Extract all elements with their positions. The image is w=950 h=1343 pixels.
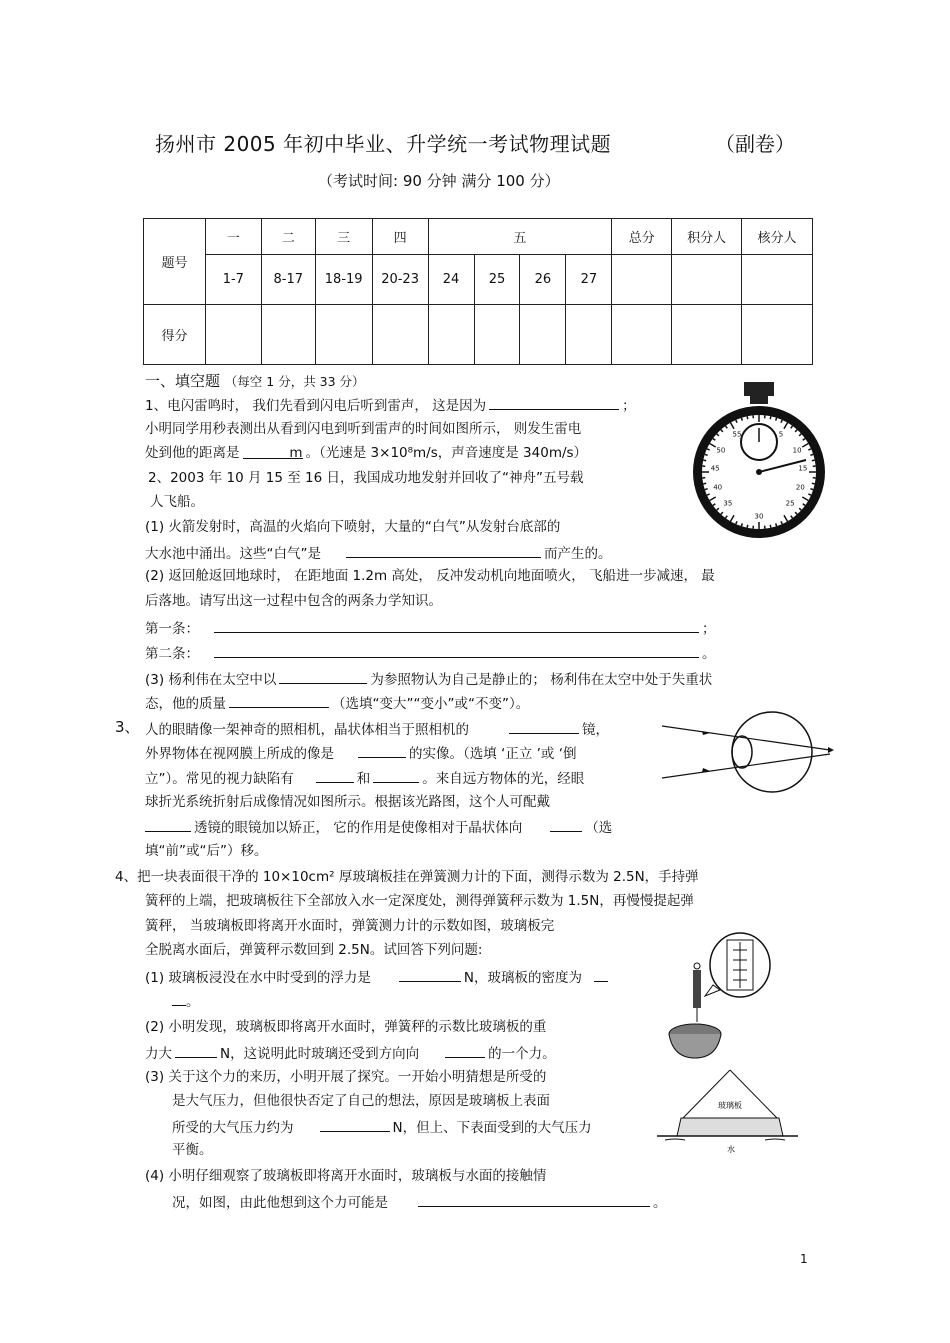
empty-cell (742, 255, 813, 305)
stopwatch-number: 20 (795, 483, 805, 492)
q2-second: 第二条： 。 (145, 643, 716, 663)
eye-ray-diagram (660, 710, 835, 795)
stopwatch-tick (705, 489, 708, 490)
stopwatch-number: 5 (778, 430, 784, 439)
stopwatch-number: 15 (798, 464, 808, 473)
range-cell: 27 (566, 255, 612, 305)
answer-blank[interactable] (175, 1043, 217, 1058)
q2-p3c: 态，他的质量 （选填“变大”“变小”或“不变”）。 (145, 693, 529, 713)
page-number: 1 (800, 1252, 808, 1266)
q4-line2: 簧秤的上端，把玻璃板往下全部放入水一定深度处，测得弹簧秤示数为 1.5N，再慢慢提起弹 (145, 893, 694, 909)
stopwatch-tick (747, 525, 748, 528)
answer-blank[interactable] (214, 643, 699, 658)
checker-header: 核分人 (742, 219, 813, 255)
stopwatch-tick (747, 416, 748, 419)
stopwatch-tick (776, 523, 777, 526)
stopwatch-number: 25 (785, 499, 795, 508)
q2-first: 第一条： ； (145, 618, 716, 638)
answer-blank[interactable] (229, 693, 329, 708)
answer-blank[interactable] (279, 669, 367, 684)
range-cell: 25 (474, 255, 520, 305)
range-cell: 24 (428, 255, 474, 305)
stopwatch-tick (812, 460, 815, 461)
score-cell[interactable] (261, 305, 315, 365)
svg-text:水: 水 (727, 1145, 735, 1154)
stopwatch-tick (741, 523, 742, 526)
answer-blank[interactable]: m (243, 444, 303, 459)
score-cell[interactable] (520, 305, 566, 365)
q3-line5: 透镜的眼镜加以矫正， 它的作用是使像相对于晶状体向 （选 (145, 817, 612, 837)
answer-blank[interactable] (445, 1043, 485, 1058)
stopwatch-tick (812, 483, 815, 484)
q3-number: 3、 (115, 718, 140, 736)
q4-p4a: (4) 小明仔细观察了玻璃板即将离开水面时，玻璃板与水面的接触情 (145, 1168, 547, 1184)
page-title-suffix: （副卷） (715, 132, 795, 156)
score-cell[interactable] (566, 305, 612, 365)
q4-p4b: 况，如图，由此他想到这个力可能是 。 (172, 1192, 667, 1212)
score-cell[interactable] (428, 305, 474, 365)
score-cell[interactable] (612, 305, 672, 365)
range-cell: 1-7 (205, 255, 261, 305)
stopwatch-number: 55 (732, 430, 742, 439)
section-heading: 一、填空题 （每空 1 分，共 33 分） (145, 372, 365, 390)
section-header: 二 (261, 219, 315, 255)
stopwatch-number: 40 (713, 483, 723, 492)
answer-blank[interactable] (346, 543, 541, 558)
spring-scale-figure (665, 930, 775, 1060)
q2-line1: 2、2003 年 10 月 15 至 16 日，我国成功地发射并回收了“神舟”五号载 (148, 470, 584, 486)
glass-plate-figure (655, 1068, 800, 1158)
q4-p1: (1) 玻璃板浸没在水中时受到的浮力是 N，玻璃板的密度为 (145, 967, 611, 987)
score-cell[interactable] (205, 305, 261, 365)
range-cell: 18-19 (315, 255, 372, 305)
q2-p1b: 大水池中涌出。这些“白气”是 而产生的。 (145, 543, 612, 563)
scorer-header: 积分人 (672, 219, 742, 255)
q4-p2a: (2) 小明发现，玻璃板即将离开水面时，弹簧秤的示数比玻璃板的重 (145, 1019, 547, 1035)
section-header: 一 (205, 219, 261, 255)
stopwatch-tick (703, 460, 706, 461)
score-table (143, 218, 813, 365)
stopwatch-crown-icon (744, 382, 774, 396)
stopwatch-tick (770, 416, 771, 419)
stopwatch-number: 30 (754, 512, 764, 521)
range-cell: 20-23 (372, 255, 428, 305)
answer-blank[interactable] (509, 719, 579, 734)
q4-line3: 簧秤， 当玻璃板即将离开水面时，弹簧测力计的示数如图，玻璃板完 (145, 918, 555, 934)
lens (732, 736, 752, 768)
answer-blank[interactable] (373, 768, 419, 783)
q1-line1: 1、电闪雷鸣时， 我们先看到闪电后听到雷声， 这是因为 ； (145, 395, 636, 415)
stopwatch-tick (810, 454, 813, 455)
stopwatch-tick (770, 525, 771, 528)
stopwatch-tick (776, 418, 777, 421)
answer-blank[interactable] (358, 743, 406, 758)
row-label-score: 得分 (144, 305, 206, 365)
q4-p3e: 平衡。 (172, 1142, 213, 1158)
exam-info: （考试时间: 90 分钟 满分 100 分） (318, 172, 560, 190)
q4-line1: 4、把一块表面很干净的 10×10cm² 厚玻璃板挂在弹簧测力计的下面，测得示数为 2.5N，手持弹 (115, 869, 699, 885)
answer-blank[interactable] (489, 395, 619, 410)
answer-blank[interactable] (418, 1192, 650, 1207)
q3-line2: 外界物体在视网膜上所成的像是 的实像。（选填 ‘正立 ’或 ‘倒 (145, 743, 577, 763)
stopwatch-tick (741, 418, 742, 421)
stopwatch-number: 10 (792, 446, 802, 455)
page-title: 扬州市 2005 年初中毕业、升学统一考试物理试题 (155, 132, 612, 156)
q4-p3c: 所受的大气压力约为 N，但上、下表面受到的大气压力 (172, 1117, 592, 1137)
empty-cell (612, 255, 672, 305)
q3-line3: 立”）。常见的视力缺陷有 和 。来自远方物体的光，经眼 (145, 768, 584, 788)
q3-line4: 球折光系统折射后成像情况如图所示。根据该光路图，这个人可配戴 (145, 794, 550, 810)
total-header: 总分 (612, 219, 672, 255)
stopwatch-tick (703, 483, 706, 484)
row-label-number: 题号 (144, 219, 206, 305)
q1-line2: 小明同学用秒表测出从看到闪电到听到雷声的时间如图所示， 则发生雷电 (145, 421, 582, 437)
q3-line1: 人的眼睛像一架神奇的照相机，晶状体相当于照相机的 镜， (145, 719, 609, 739)
answer-blank[interactable] (145, 817, 191, 832)
stopwatch-tick (810, 489, 813, 490)
stopwatch-number: 50 (716, 446, 726, 455)
score-cell[interactable] (672, 305, 742, 365)
svg-text:玻璃板: 玻璃板 (718, 1101, 742, 1110)
q4-p3b: 是大气压力，但他很快否定了自己的想法，原因是玻璃板上表面 (172, 1093, 550, 1109)
stopwatch-tick (705, 454, 708, 455)
q2-p2a: (2) 返回舱返回地球时， 在距地面 1.2m 高处， 反冲发动机向地面喷火， 飞船进一步减速， 最 (145, 568, 715, 584)
stopwatch-number: 35 (723, 499, 733, 508)
q2-p2b: 后落地。请写出这一过程中包含的两条力学知识。 (145, 593, 442, 609)
q4-line4: 全脱离水面后，弹簧秤示数回到 2.5N。试回答下列问题: (145, 942, 483, 958)
answer-blank[interactable] (214, 618, 699, 633)
answer-blank[interactable] (320, 1117, 390, 1132)
q4-p1-cont: 。 (172, 991, 200, 1011)
score-cell[interactable] (742, 305, 813, 365)
score-cell[interactable] (474, 305, 520, 365)
q4-p2b: 力大 N，这说明此时玻璃还受到方向向 的一个力。 (145, 1043, 556, 1063)
q1-line3: 处到他的距离是 m 。（光速是 3×10⁸m/s，声音速度是 340m/s） (145, 445, 588, 461)
answer-blank[interactable] (172, 991, 186, 1006)
q4-p3a: (3) 关于这个力的来历，小明开展了探究。一开始小明猜想是所受的 (145, 1069, 547, 1085)
answer-blank[interactable] (594, 967, 608, 982)
score-cell[interactable] (315, 305, 372, 365)
empty-cell (672, 255, 742, 305)
range-cell: 8-17 (261, 255, 315, 305)
q3-line6: 填“前”或“后”）移。 (145, 843, 268, 859)
q2-p1a: (1) 火箭发射时，高温的火焰向下喷射，大量的“白气”从发射台底部的 (145, 519, 561, 535)
section-header: 三 (315, 219, 372, 255)
answer-blank[interactable] (550, 817, 582, 832)
range-cell: 26 (520, 255, 566, 305)
stopwatch-number: 45 (710, 464, 720, 473)
q2-line2: 人飞船。 (150, 494, 204, 510)
stopwatch-figure (688, 380, 828, 540)
score-cell[interactable] (372, 305, 428, 365)
eyeball (732, 712, 812, 792)
q2-p3a: (3) 杨利伟在太空中以 为参照物认为自己是静止的； 杨利伟在太空中处于失重状 (145, 669, 712, 689)
section-header: 五 (428, 219, 612, 255)
answer-blank[interactable] (399, 967, 461, 982)
answer-blank[interactable] (316, 768, 354, 783)
section-header: 四 (372, 219, 428, 255)
